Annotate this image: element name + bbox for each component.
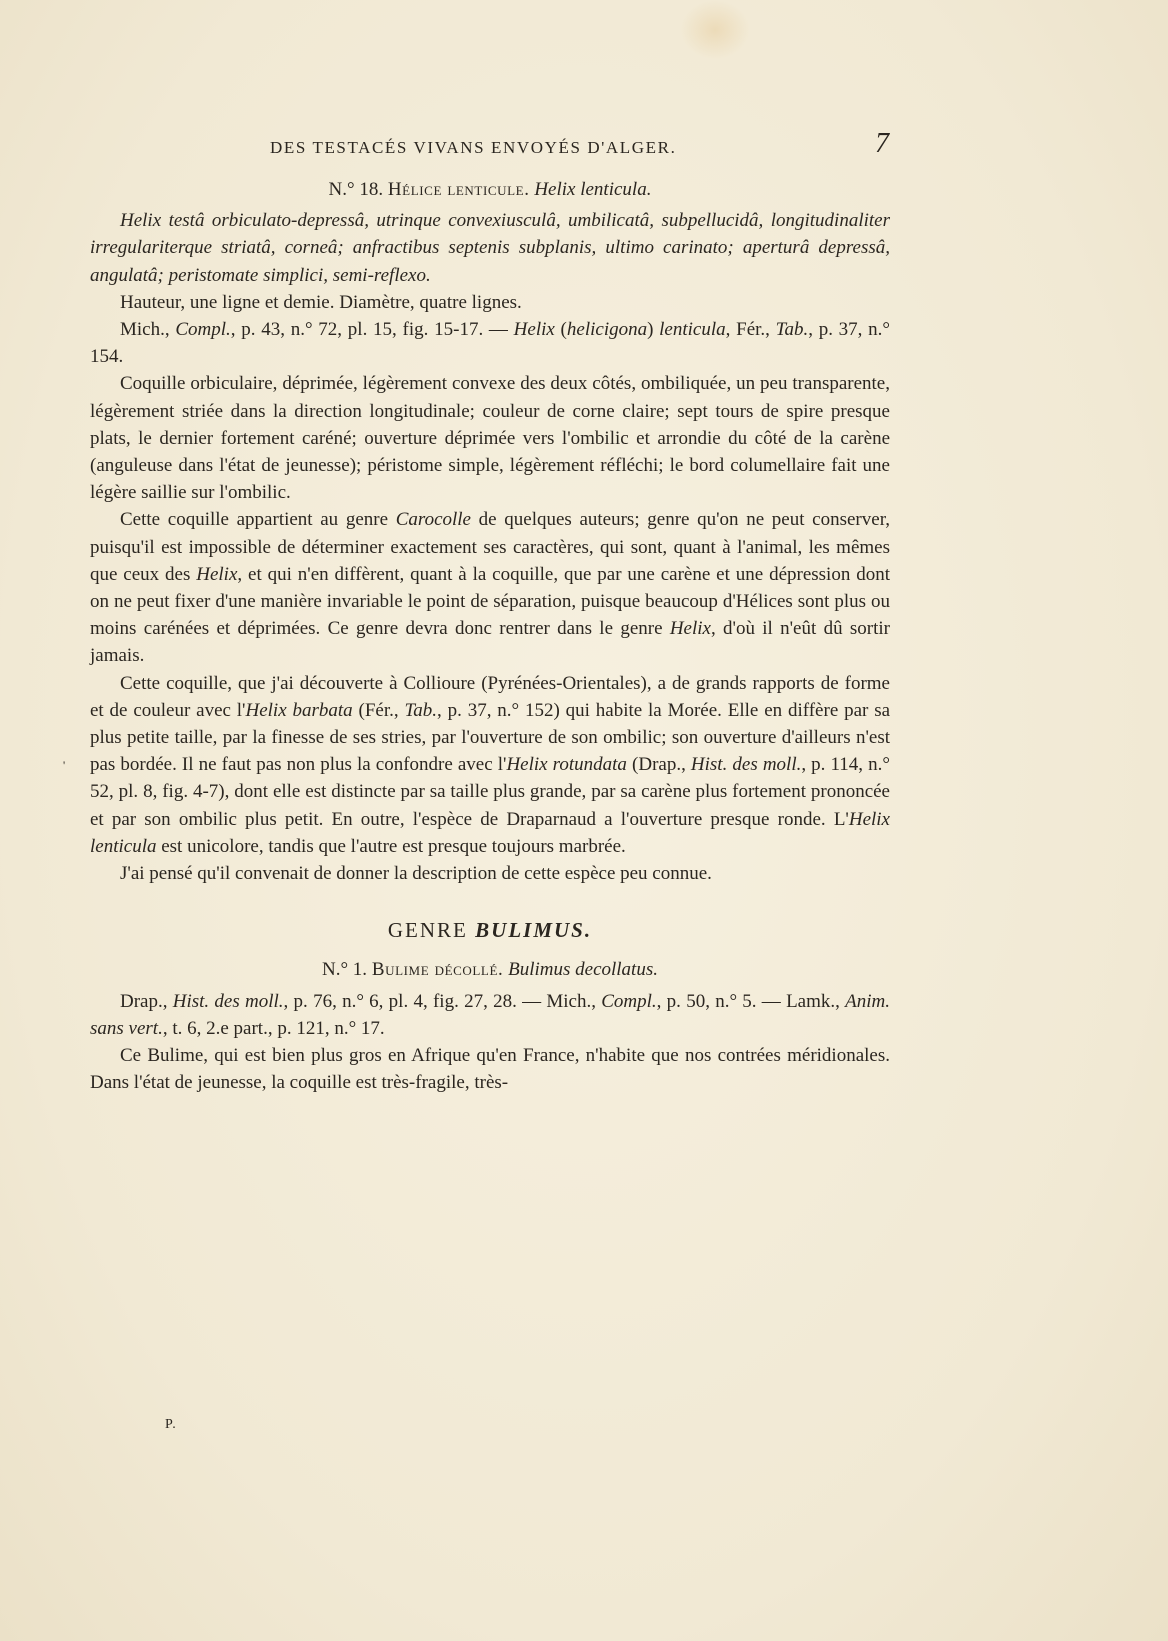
ref-text: , p. 37, n.° 154. — [90, 319, 891, 368]
references — [90, 316, 890, 370]
latin-description-text: Helix testâ orbiculato-depressâ, utrinque convexiusculâ, umbilicatâ, subpellucidâ, longitudinaliter irregulariterque striatâ, corneâ; anfractibus septenis subplanis, ultimo carinato; aperturâ depressâ, angulatâ; peristomate simplici, semi-reflexo. — [90, 210, 890, 286]
dimensions: Hauteur, une ligne et demie. Diamètre, quatre lignes. — [120, 291, 522, 313]
text-run: est unicolore, tandis que l'autre est presque toujours marbrée. — [156, 835, 626, 857]
ref-text: , p. 43, n.° 72, pl. 15, fig. 15-17. — — [230, 319, 514, 341]
ref-text: , p. 76, n.° 6, pl. 4, fig. 27, 28. — Mich., — [283, 990, 602, 1012]
ref-italic: Tab. — [775, 319, 809, 341]
page-number: 7 — [875, 128, 889, 159]
ref-italic: lenticula — [659, 319, 726, 341]
text-run: , p. 114, n.° 52, pl. 8, fig. 4-7), dont elle est distincte par sa taille plus grande, par sa carène plus fortement prononcée et par son ombilic plus petit. En outre, l'espèce de Draparnaud a l'ouverture presque ronde. L' — [90, 754, 890, 830]
text-run: (Drap., — [626, 754, 691, 776]
genre-heading — [90, 917, 890, 944]
italic-run: Helix barbata — [245, 699, 353, 721]
italic-run: Helix — [196, 563, 238, 585]
italic-run: Helix — [669, 618, 711, 640]
entry-french-name: Bulime décollé. — [371, 959, 504, 981]
paper-stain — [680, 0, 750, 60]
ref-text: , Fér., — [725, 319, 776, 341]
text-run: , p. 37, n.° 152) qui habite la Morée. Elle en diffère par sa plus petite taille, par la finesse de ses stries, par l'ouverture de son ombilic; son ouverture d'ailleurs n'est pas bordée. Il ne faut pas non plus la confondre avec l' — [90, 699, 891, 776]
ref-italic: Compl. — [175, 319, 231, 341]
signature-mark: P. — [165, 1417, 177, 1432]
ref-italic: Hist. des moll. — [172, 990, 284, 1012]
shell-description: Coquille orbiculaire, déprimée, légèrement convexe des deux côtés, ombiliquée, un peu transparente, légèrement striée dans la direction longitudinale; couleur de corne claire; sept tours de spire presque plats, le dernier fortement caréné; ouverture déprimée vers l'ombilic et arrondie du côté de la carène (anguleuse dans l'état de jeunesse); péristome simple, légèrement réfléchi; le bord columellaire fait une légère saillie sur l'ombilic. — [90, 373, 890, 504]
entry-heading — [90, 956, 890, 983]
italic-run: Tab. — [404, 699, 438, 721]
ref-text: , t. 6, 2.e part., p. 121, n.° 17. — [162, 1017, 385, 1039]
ref-text: ) — [647, 319, 660, 341]
entry-number: N.° 18. — [328, 179, 384, 200]
italic-run: Helix rotundata — [506, 754, 627, 776]
latin-description — [90, 207, 890, 289]
ref-italic: helicigona — [566, 319, 648, 341]
comparison — [90, 670, 890, 860]
italic-run: Carocolle — [395, 509, 471, 531]
ref-text: , p. 50, n.° 5. — Lamk., — [656, 990, 846, 1012]
text-run: (Fér., — [352, 699, 405, 721]
ref-text: Drap., — [120, 990, 173, 1012]
entry-number: N.° 1. — [321, 959, 368, 981]
bulimus-description: Ce Bulime, qui est bien plus gros en Afrique qu'en France, n'habite que nos contrées méridionales. Dans l'état de jeunesse, la coquille est très-fragile, très- — [90, 1045, 890, 1094]
ref-text: Mich., — [120, 319, 176, 341]
references — [90, 988, 890, 1042]
main-text — [90, 176, 890, 1097]
entry-latin-name: Helix lenticula. — [534, 179, 652, 200]
closing-remark: J'ai pensé qu'il convenait de donner la description de cette espèce peu connue. — [120, 863, 712, 885]
entry-french-name: Hélice lenticule. — [387, 179, 530, 200]
ref-italic: Anim. sans vert. — [90, 990, 891, 1039]
ref-italic: Compl. — [601, 990, 657, 1012]
text-run: de quelques auteurs; genre qu'on ne peut conserver, puisqu'il est impossible de déterminer exactement ses caractères, qui sont, quant à l'animal, les mêmes que ceux des — [90, 509, 891, 585]
text-run: , d'où il n'eût dû sortir jamais. — [90, 618, 890, 667]
genre-discussion — [90, 506, 890, 669]
ref-italic: Helix — [513, 319, 555, 341]
ref-text: ( — [554, 319, 567, 341]
margin-mark: ' — [63, 758, 66, 772]
text-run: Cette coquille, que j'ai découverte à Collioure (Pyrénées-Orientales), a de grands rapports de forme et de couleur avec l' — [90, 672, 890, 721]
genre-name: BULIMUS. — [475, 918, 593, 943]
italic-run: Hist. des moll. — [690, 754, 802, 776]
genre-prefix: GENRE — [387, 918, 476, 943]
running-head: DES TESTACÉS VIVANS ENVOYÉS D'ALGER. — [270, 138, 677, 157]
italic-run: Helix lenticula — [90, 808, 890, 857]
text-run: Cette coquille appartient au genre — [120, 509, 396, 531]
text-run: , et qui n'en diffèrent, quant à la coquille, que par une carène et une dépression dont on ne peut fixer d'une manière invariable le point de séparation, puisque beaucoup d'Hélices sont plus ou moins carénées et déprimées. Ce genre devra donc rentrer dans le genre — [90, 563, 890, 640]
entry-heading — [90, 176, 890, 203]
entry-latin-name: Bulimus decollatus. — [508, 959, 658, 981]
